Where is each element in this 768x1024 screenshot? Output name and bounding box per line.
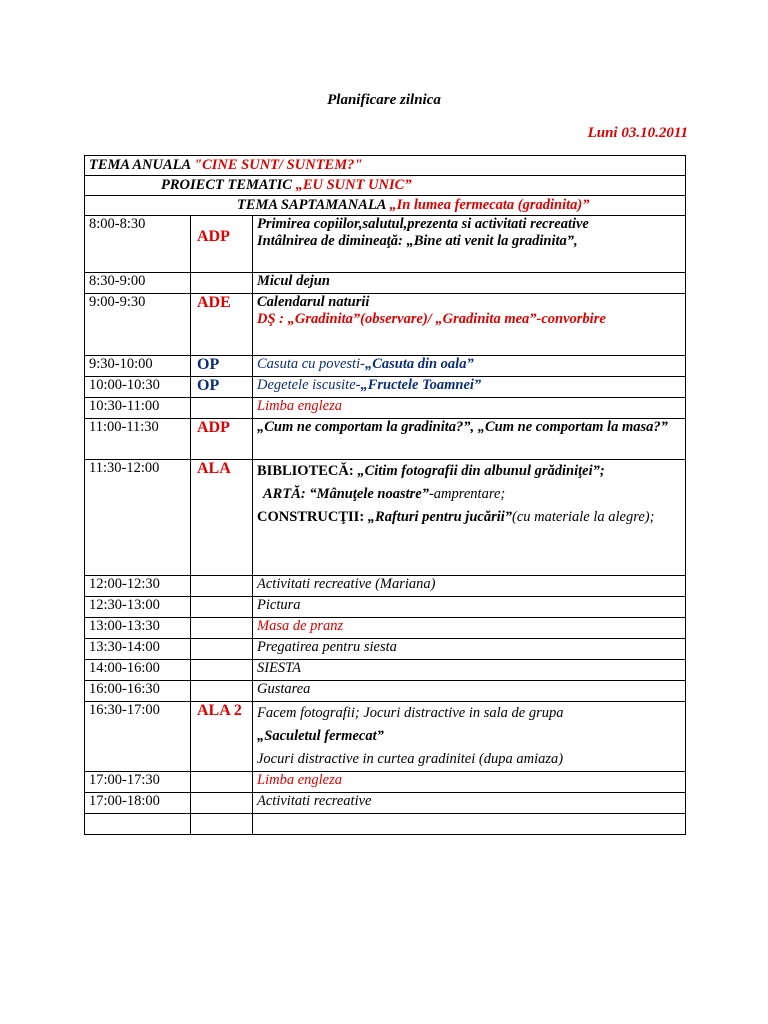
time-cell: 11:30-12:00 xyxy=(85,460,191,576)
activity-cell: Masa de pranz xyxy=(253,618,686,639)
table-row xyxy=(85,356,686,377)
code-cell xyxy=(191,772,253,793)
code-cell xyxy=(191,660,253,681)
date-label: Luni 03.10.2011 xyxy=(587,125,688,141)
activity-cell: Degetele iscusite-„Fructele Toamnei” xyxy=(253,377,686,398)
code-cell xyxy=(191,398,253,419)
code-cell xyxy=(191,793,253,814)
tema-sapt-label: TEMA SAPTAMANALA xyxy=(237,197,390,213)
code-cell: OP xyxy=(191,356,253,377)
table-row xyxy=(85,618,686,639)
table-row xyxy=(85,460,686,576)
activity-cell: Pregatirea pentru siesta xyxy=(253,639,686,660)
activity-cell: Calendarul naturii DŞ : „Gradinita”(observare)/ „Gradinita mea”-convorbire xyxy=(253,294,686,356)
table-row xyxy=(85,681,686,702)
activity-cell: Primirea copiilor,salutul,prezenta si activitati recreative Intâlnirea de dimineaţă: „Bine ati venit la gradinita”, xyxy=(253,216,686,273)
time-cell: 13:00-13:30 xyxy=(85,618,191,639)
code-cell xyxy=(191,273,253,294)
activity-cell: Limba engleza xyxy=(253,772,686,793)
table-row xyxy=(85,377,686,398)
table-row xyxy=(85,702,686,772)
activity-cell: Gustarea xyxy=(253,681,686,702)
table-row xyxy=(85,793,686,814)
tema-anuala-label: TEMA ANUALA xyxy=(89,157,195,173)
tema-sapt-row xyxy=(85,196,686,216)
time-cell: 9:30-10:00 xyxy=(85,356,191,377)
proiect-row xyxy=(85,176,686,196)
table-row xyxy=(85,772,686,793)
tema-anuala-value: "CINE SUNT/ SUNTEM?" xyxy=(194,157,363,173)
proiect-value: „EU SUNT UNIC” xyxy=(295,177,412,193)
schedule-table xyxy=(84,155,686,835)
table-row xyxy=(85,597,686,618)
code-cell xyxy=(191,576,253,597)
activity-cell: Activitati recreative (Mariana) xyxy=(253,576,686,597)
time-cell: 10:00-10:30 xyxy=(85,377,191,398)
tema-sapt-value: „In lumea fermecata (gradinita)” xyxy=(389,197,590,213)
table-row xyxy=(85,216,686,273)
page-title: Planificare zilnica xyxy=(327,92,441,108)
code-cell: ALA xyxy=(191,460,253,576)
time-cell: 17:00-17:30 xyxy=(85,772,191,793)
empty-cell xyxy=(191,814,253,835)
time-cell: 10:30-11:00 xyxy=(85,398,191,419)
table-row xyxy=(85,576,686,597)
code-cell: OP xyxy=(191,377,253,398)
table-row xyxy=(85,273,686,294)
proiect-label: PROIECT TEMATIC xyxy=(161,177,296,193)
code-cell xyxy=(191,639,253,660)
code-cell xyxy=(191,618,253,639)
code-cell: ADP xyxy=(191,216,253,273)
time-cell: 11:00-11:30 xyxy=(85,419,191,460)
time-cell: 13:30-14:00 xyxy=(85,639,191,660)
activity-cell: Micul dejun xyxy=(253,273,686,294)
code-cell: ADE xyxy=(191,294,253,356)
table-row xyxy=(85,398,686,419)
activity-cell: Limba engleza xyxy=(253,398,686,419)
tema-anuala-row xyxy=(85,156,686,176)
table-row xyxy=(85,419,686,460)
activity-cell: Casuta cu povesti-„Casuta din oala” xyxy=(253,356,686,377)
activity-cell: BIBLIOTECĂ: „Citim fotografii din albunul grădiniţei”; ARTĂ: “Mânuţele noastre”-amprentare; CONSTRUCŢII: „Rafturi pentru jucării”(cu materiale la alegre); xyxy=(253,460,686,576)
table-row xyxy=(85,660,686,681)
empty-cell xyxy=(85,814,191,835)
time-cell: 9:00-9:30 xyxy=(85,294,191,356)
activity-cell: Facem fotografii; Jocuri distractive in sala de grupa „Saculetul fermecat” Jocuri distractive in curtea gradinitei (dupa amiaza) xyxy=(253,702,686,772)
activity-cell: SIESTA xyxy=(253,660,686,681)
time-cell: 16:00-16:30 xyxy=(85,681,191,702)
time-cell: 8:30-9:00 xyxy=(85,273,191,294)
time-cell: 14:00-16:00 xyxy=(85,660,191,681)
empty-row xyxy=(85,814,686,835)
time-cell: 8:00-8:30 xyxy=(85,216,191,273)
time-cell: 12:00-12:30 xyxy=(85,576,191,597)
activity-cell: „Cum ne comportam la gradinita?”, „Cum ne comportam la masa?” xyxy=(253,419,686,460)
time-cell: 12:30-13:00 xyxy=(85,597,191,618)
code-cell: ALA 2 xyxy=(191,702,253,772)
activity-cell: Activitati recreative xyxy=(253,793,686,814)
empty-cell xyxy=(253,814,686,835)
code-cell xyxy=(191,681,253,702)
time-cell: 17:00-18:00 xyxy=(85,793,191,814)
time-cell: 16:30-17:00 xyxy=(85,702,191,772)
code-cell xyxy=(191,597,253,618)
activity-cell: Pictura xyxy=(253,597,686,618)
table-row xyxy=(85,639,686,660)
code-cell: ADP xyxy=(191,419,253,460)
table-row xyxy=(85,294,686,356)
